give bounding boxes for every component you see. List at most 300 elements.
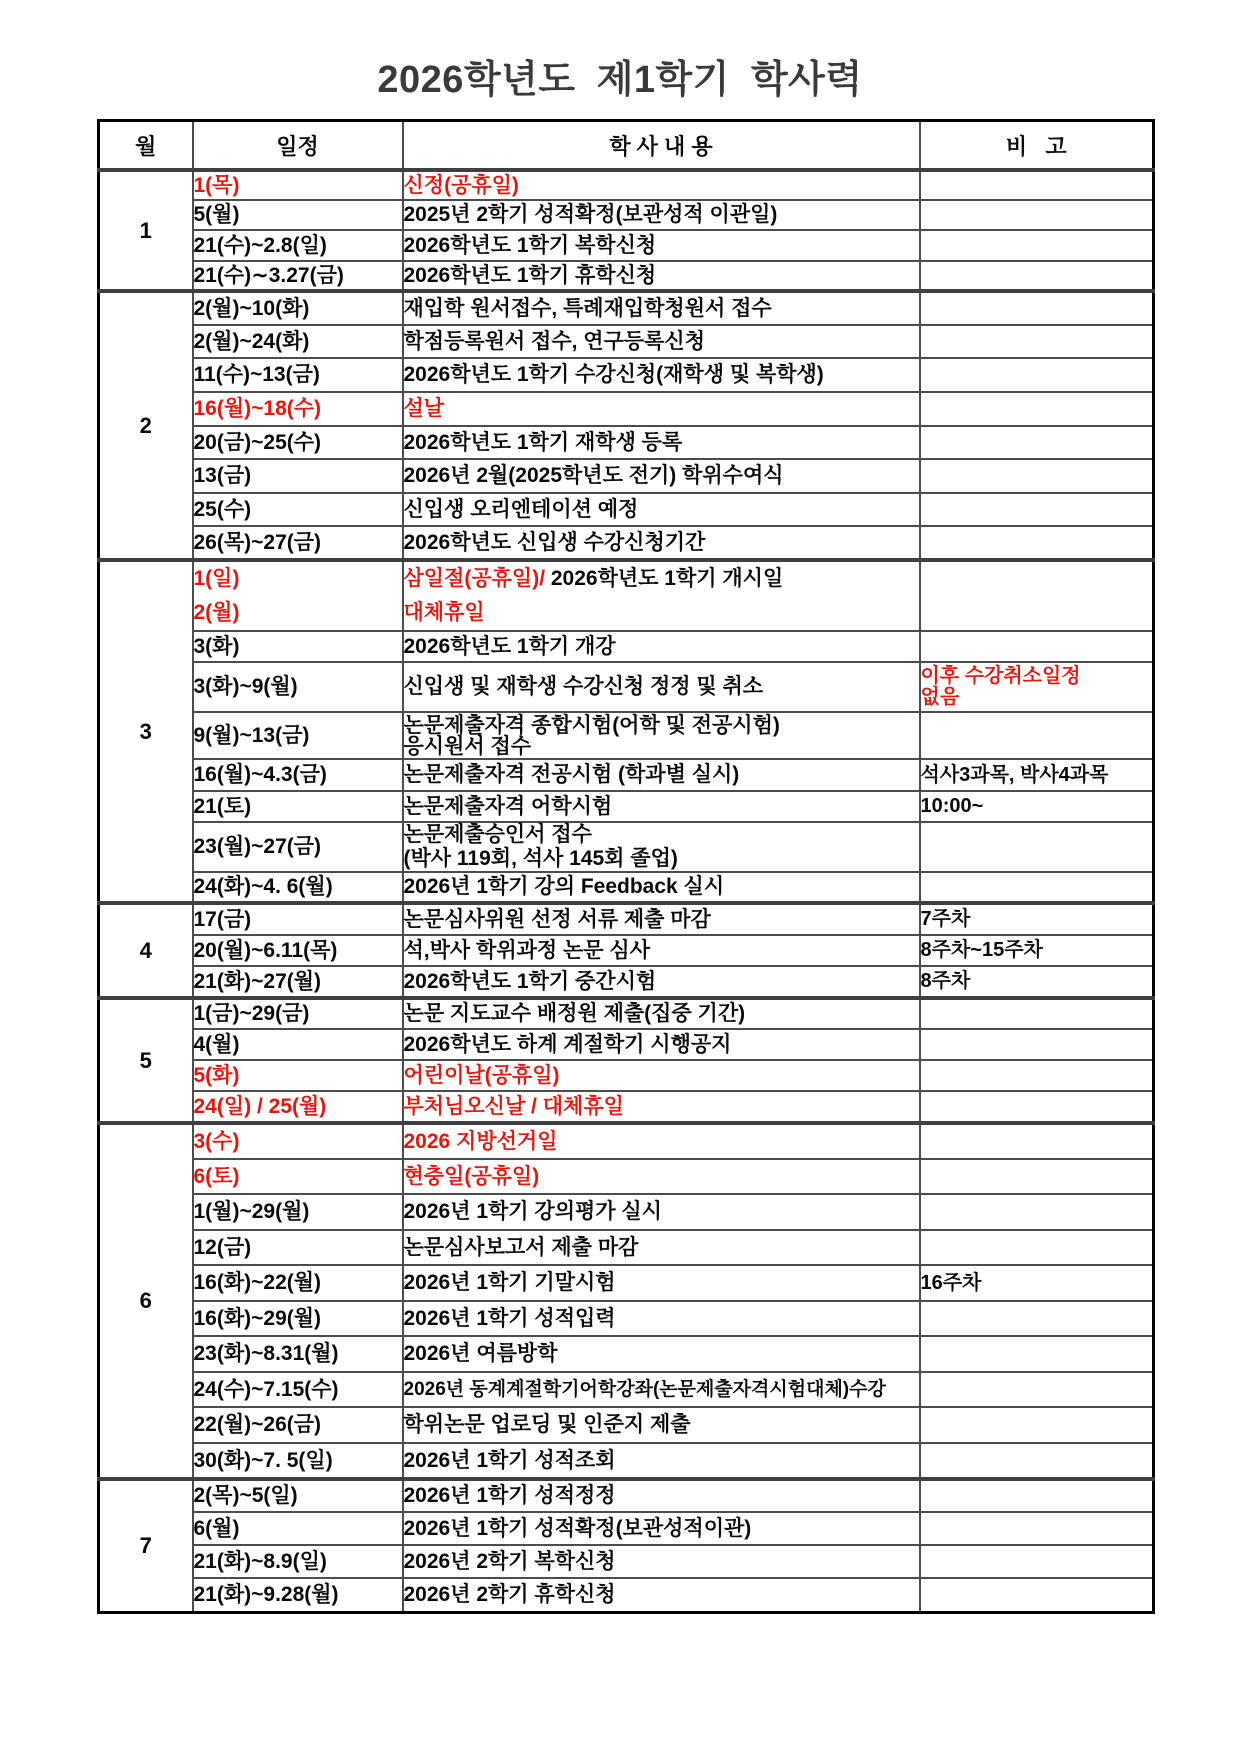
table-row xyxy=(99,392,1154,426)
date-cell xyxy=(193,325,403,358)
table-row xyxy=(99,1194,1154,1230)
text-run: 신정(공휴일) xyxy=(403,173,519,197)
remark-cell xyxy=(920,526,1154,560)
text-run: 13(금) xyxy=(193,464,252,487)
cell-line xyxy=(404,596,919,630)
date-cell xyxy=(193,1301,403,1336)
table-row xyxy=(99,459,1154,493)
table-row xyxy=(99,1443,1154,1479)
table-row xyxy=(99,791,1154,822)
text-run: 22(월)~26(금) xyxy=(193,1413,322,1436)
table-row xyxy=(99,1159,1154,1194)
remark-cell xyxy=(920,1159,1154,1194)
text-run: 21(화)~8.9(일) xyxy=(193,1549,327,1573)
page-title: 2026학년도 제1학기 학사력 xyxy=(377,59,863,101)
text-run: 21(수)∼3.27(금) xyxy=(193,263,344,287)
cell-line xyxy=(404,1516,919,1542)
remark-cell xyxy=(920,872,1154,903)
text-run: 석,박사 학위과정 논문 심사 xyxy=(403,938,650,962)
calendar-header xyxy=(99,121,1154,171)
month-cell: 5 xyxy=(99,998,193,1123)
cell-line xyxy=(404,715,919,736)
remark-cell xyxy=(920,1545,1154,1578)
text-run: 26(목)~27(금) xyxy=(193,530,322,554)
cell-line xyxy=(194,1306,402,1332)
text-run: 2(월)~24(화) xyxy=(193,329,310,353)
cell-line xyxy=(404,847,919,871)
content-cell xyxy=(403,1372,920,1407)
cell-line xyxy=(194,835,402,859)
date-cell xyxy=(193,1479,403,1512)
text-run: 논문심사위원 선정 서류 제출 마감 xyxy=(403,907,711,931)
cell-line xyxy=(404,1448,919,1474)
cell-line xyxy=(194,725,402,746)
cell-line xyxy=(921,666,1153,687)
table-row xyxy=(99,1336,1154,1372)
cell-line xyxy=(921,687,1153,708)
cell-line xyxy=(921,940,1153,961)
date-cell xyxy=(193,560,403,631)
cell-line xyxy=(921,1273,1153,1294)
text-run: 2(월) xyxy=(193,601,240,624)
cell-line xyxy=(404,430,919,456)
cell-line xyxy=(404,1412,919,1438)
cell-line xyxy=(194,1270,402,1296)
text-run: 21(수)~2.8(일) xyxy=(193,233,327,257)
cell-line xyxy=(404,907,919,933)
content-cell xyxy=(403,1123,920,1159)
date-cell xyxy=(193,526,403,560)
content-cell xyxy=(403,1479,920,1512)
text-run: 2026년 1학기 성적입력 xyxy=(403,1306,616,1330)
text-run: 대체휴일 xyxy=(403,601,485,624)
cell-line xyxy=(404,938,919,964)
text-run: 23(월)~27(금) xyxy=(193,835,322,858)
table-row xyxy=(99,170,1154,200)
table-row xyxy=(99,1301,1154,1336)
cell-line xyxy=(194,1412,402,1438)
text-run: 16주차 xyxy=(920,1271,982,1294)
date-cell xyxy=(193,1372,403,1407)
text-run: 2026년 2학기 휴학신청 xyxy=(403,1582,616,1606)
table-row xyxy=(99,1545,1154,1578)
remark-cell xyxy=(920,1479,1154,1512)
remark-cell xyxy=(920,998,1154,1029)
table-row xyxy=(99,1479,1154,1512)
content-cell xyxy=(403,662,920,712)
cell-line xyxy=(194,1549,402,1575)
content-cell xyxy=(403,325,920,358)
cell-line xyxy=(404,1001,919,1027)
content-cell xyxy=(403,1159,920,1194)
text-run: 현충일(공휴일) xyxy=(403,1164,540,1188)
table-row xyxy=(99,1029,1154,1060)
text-run: 2026년 여름방학 xyxy=(403,1342,558,1365)
table-row xyxy=(99,230,1154,261)
text-run: 21(토) xyxy=(193,794,252,818)
table-row xyxy=(99,1091,1154,1123)
date-cell xyxy=(193,392,403,426)
header-row xyxy=(99,121,1154,171)
cell-line xyxy=(404,1483,919,1509)
remark-cell xyxy=(920,1091,1154,1123)
cell-line xyxy=(404,1235,919,1261)
text-run: 논문제출자격 종합시험(어학 및 전공시험) xyxy=(403,713,780,737)
table-row xyxy=(99,358,1154,392)
date-cell xyxy=(193,1407,403,1443)
text-run: 7주차 xyxy=(920,908,971,930)
content-cell xyxy=(403,459,920,493)
date-cell xyxy=(193,872,403,903)
text-run: 30(화)~7. 5(일) xyxy=(193,1448,333,1472)
date-cell xyxy=(193,230,403,261)
cell-line xyxy=(404,202,919,228)
cell-line xyxy=(404,674,919,700)
text-run: 1(월)~29(월) xyxy=(193,1200,310,1223)
month-cell: 2 xyxy=(99,291,193,560)
cell-line xyxy=(194,1516,402,1542)
content-cell xyxy=(403,392,920,426)
date-cell xyxy=(193,1091,403,1123)
date-cell xyxy=(193,493,403,526)
remark-cell xyxy=(920,1578,1154,1612)
date-cell xyxy=(193,631,403,662)
calendar-body xyxy=(99,170,1154,1612)
cell-line xyxy=(404,823,919,847)
date-cell xyxy=(193,358,403,392)
date-cell xyxy=(193,1265,403,1301)
cell-line xyxy=(404,173,919,199)
text-run: 25(수) xyxy=(193,497,252,521)
text-run: 2026 지방선거일 xyxy=(403,1129,558,1153)
text-run: 16(월)~4.3(금) xyxy=(193,763,327,786)
remark-cell xyxy=(920,966,1154,998)
month-cell: 4 xyxy=(99,903,193,998)
header-month: 월 xyxy=(99,121,193,171)
cell-line xyxy=(921,909,1153,930)
content-cell xyxy=(403,631,920,662)
text-run: 16(월)~18(수) xyxy=(193,397,322,420)
remark-cell xyxy=(920,903,1154,935)
cell-line xyxy=(194,173,402,199)
text-run: 6(월) xyxy=(193,1516,240,1540)
text-run: 21(화)~27(월) xyxy=(193,969,322,993)
text-run: 논문 지도교수 배정원 제출(집중 기간) xyxy=(403,1002,746,1025)
table-row xyxy=(99,1407,1154,1443)
cell-line xyxy=(194,562,402,596)
text-run: 5(월) xyxy=(193,203,240,226)
text-run: 2026학년도 1학기 복학신청 xyxy=(403,233,657,257)
text-run: 2026학년도 1학기 중간시험 xyxy=(403,969,657,993)
date-cell xyxy=(193,1545,403,1578)
remark-cell xyxy=(920,1194,1154,1230)
text-run: 2026년 1학기 강의 Feedback 실시 xyxy=(403,875,725,898)
cell-line xyxy=(194,1199,402,1225)
cell-line xyxy=(404,969,919,995)
content-cell xyxy=(403,1545,920,1578)
cell-line xyxy=(194,1094,402,1120)
remark-cell xyxy=(920,493,1154,526)
date-cell xyxy=(193,1029,403,1060)
date-cell xyxy=(193,200,403,230)
cell-line xyxy=(921,765,1153,786)
remark-cell xyxy=(920,459,1154,493)
content-cell xyxy=(403,1512,920,1545)
table-row xyxy=(99,935,1154,966)
text-run: 재입학 원서접수, 특례재입학청원서 접수 xyxy=(403,296,772,320)
date-cell xyxy=(193,1159,403,1194)
date-cell xyxy=(193,1443,403,1479)
table-row xyxy=(99,998,1154,1029)
text-run: 2026년 1학기 성적확정(보관성적이관) xyxy=(403,1516,752,1540)
text-run: 5(화) xyxy=(193,1063,240,1087)
text-run: 설날 xyxy=(403,397,445,420)
cell-line xyxy=(404,1199,919,1225)
table-row xyxy=(99,631,1154,662)
cell-line xyxy=(404,1549,919,1575)
remark-cell xyxy=(920,325,1154,358)
date-cell xyxy=(193,1578,403,1612)
table-row xyxy=(99,1265,1154,1301)
text-run: 부처님오신날 / 대체휴일 xyxy=(403,1094,624,1118)
cell-line xyxy=(404,1341,919,1367)
text-run: 2026년 동계계절학기어학강좌(논문제출자격시험대체)수강 xyxy=(403,1378,886,1400)
table-row xyxy=(99,1060,1154,1091)
text-run: 2026학년도 신입생 수강신청기간 xyxy=(403,530,706,554)
text-run: 2026학년도 하계 계절학기 시행공지 xyxy=(403,1032,732,1056)
text-run: 2026학년도 1학기 개강 xyxy=(403,634,616,658)
content-cell xyxy=(403,1578,920,1612)
text-run: 1(일) xyxy=(193,567,240,590)
cell-line xyxy=(194,530,402,556)
cell-line xyxy=(194,1001,402,1027)
date-cell xyxy=(193,903,403,935)
table-row xyxy=(99,560,1154,631)
date-cell xyxy=(193,1512,403,1545)
cell-line xyxy=(194,938,402,964)
remark-cell xyxy=(920,392,1154,426)
remark-cell xyxy=(920,1060,1154,1091)
cell-line xyxy=(194,1235,402,1261)
text-run: 12(금) xyxy=(193,1235,252,1259)
date-cell xyxy=(193,791,403,822)
text-run: 3(화)~9(월) xyxy=(193,675,298,698)
cell-line xyxy=(194,362,402,388)
remark-cell xyxy=(920,358,1154,392)
text-run: 3(화) xyxy=(193,634,240,658)
cell-line xyxy=(404,396,919,422)
content-cell xyxy=(403,560,920,631)
date-cell xyxy=(193,998,403,1029)
content-cell xyxy=(403,935,920,966)
content-cell xyxy=(403,526,920,560)
cell-line xyxy=(194,1341,402,1367)
cell-line xyxy=(404,794,919,820)
text-run: 8주차 xyxy=(920,970,971,992)
table-row xyxy=(99,822,1154,872)
content-cell xyxy=(403,261,920,291)
text-run: 2026년 2월(2025학년도 전기) 학위수여식 xyxy=(403,464,784,487)
content-cell xyxy=(403,291,920,325)
remark-cell xyxy=(920,261,1154,291)
remark-cell xyxy=(920,1029,1154,1060)
content-cell xyxy=(403,1194,920,1230)
month-cell: 7 xyxy=(99,1479,193,1612)
cell-line xyxy=(194,1582,402,1608)
date-cell xyxy=(193,426,403,459)
table-row xyxy=(99,662,1154,712)
text-run: 4(월) xyxy=(193,1032,240,1056)
cell-line xyxy=(404,1377,919,1403)
text-run: 2026학년도 1학기 재학생 등록 xyxy=(403,430,683,454)
text-run: 2026년 1학기 성적조회 xyxy=(403,1448,616,1472)
remark-cell xyxy=(920,200,1154,230)
text-run: (박사 119회, 석사 145회 졸업) xyxy=(403,847,678,870)
month-cell: 1 xyxy=(99,170,193,291)
date-cell xyxy=(193,1230,403,1265)
cell-line xyxy=(194,907,402,933)
cell-line xyxy=(194,263,402,289)
text-run: 삼일절(공휴일)/ xyxy=(403,567,546,590)
cell-line xyxy=(921,971,1153,992)
cell-line xyxy=(194,202,402,228)
cell-line xyxy=(404,1063,919,1089)
text-run: 2026년 2학기 복학신청 xyxy=(403,1549,616,1573)
text-run: 3(수) xyxy=(193,1129,240,1153)
cell-line xyxy=(194,497,402,523)
cell-line xyxy=(194,762,402,788)
text-run: 16(화)~29(월) xyxy=(193,1306,322,1330)
content-cell xyxy=(403,791,920,822)
remark-cell xyxy=(920,662,1154,712)
text-run: 논문제출승인서 접수 xyxy=(403,823,592,846)
text-run: 24(화)~4. 6(월) xyxy=(193,875,333,898)
table-row xyxy=(99,526,1154,560)
cell-line xyxy=(404,562,919,596)
cell-line xyxy=(194,596,402,630)
cell-line xyxy=(194,463,402,489)
content-cell xyxy=(403,966,920,998)
remark-cell xyxy=(920,291,1154,325)
content-cell xyxy=(403,230,920,261)
remark-cell xyxy=(920,759,1154,791)
remark-cell xyxy=(920,426,1154,459)
cell-line xyxy=(194,1483,402,1509)
cell-line xyxy=(194,430,402,456)
text-run: 1(목) xyxy=(193,173,240,197)
cell-line xyxy=(404,1582,919,1608)
date-cell xyxy=(193,935,403,966)
text-run: 10:00~ xyxy=(920,795,984,817)
table-row xyxy=(99,291,1154,325)
remark-cell xyxy=(920,1336,1154,1372)
date-cell xyxy=(193,291,403,325)
remark-cell xyxy=(920,1123,1154,1159)
text-run: 신입생 오리엔테이션 예정 xyxy=(403,497,639,521)
text-run: 2026년 1학기 성적정정 xyxy=(403,1484,616,1507)
cell-line xyxy=(404,762,919,788)
date-cell xyxy=(193,966,403,998)
date-cell xyxy=(193,170,403,200)
content-cell xyxy=(403,1091,920,1123)
content-cell xyxy=(403,822,920,872)
text-run: 24(일) / 25(월) xyxy=(193,1094,327,1118)
cell-line xyxy=(194,233,402,259)
content-cell xyxy=(403,1443,920,1479)
date-cell xyxy=(193,759,403,791)
cell-line xyxy=(404,463,919,489)
cell-line xyxy=(194,1032,402,1058)
text-run: 21(화)~9.28(월) xyxy=(193,1582,339,1606)
table-row xyxy=(99,1123,1154,1159)
table-row xyxy=(99,966,1154,998)
remark-cell xyxy=(920,712,1154,759)
header-content: 학 사 내 용 xyxy=(403,121,920,171)
date-cell xyxy=(193,1336,403,1372)
cell-line xyxy=(404,530,919,556)
content-cell xyxy=(403,170,920,200)
content-cell xyxy=(403,426,920,459)
date-cell xyxy=(193,822,403,872)
cell-line xyxy=(194,1129,402,1155)
date-cell xyxy=(193,1194,403,1230)
table-row xyxy=(99,426,1154,459)
content-cell xyxy=(403,1029,920,1060)
text-run: 학점등록원서 접수, 연구등록신청 xyxy=(403,329,706,353)
content-cell xyxy=(403,759,920,791)
cell-line xyxy=(194,296,402,322)
cell-line xyxy=(404,497,919,523)
text-run: 2026년 1학기 기말시험 xyxy=(403,1271,616,1294)
month-cell: 6 xyxy=(99,1123,193,1479)
cell-line xyxy=(194,329,402,355)
remark-cell xyxy=(920,170,1154,200)
content-cell xyxy=(403,1301,920,1336)
cell-line xyxy=(404,1129,919,1155)
table-row xyxy=(99,712,1154,759)
remark-cell xyxy=(920,1512,1154,1545)
cell-line xyxy=(194,1164,402,1190)
text-run: 23(화)~8.31(월) xyxy=(193,1342,339,1365)
cell-line xyxy=(194,794,402,820)
content-cell xyxy=(403,998,920,1029)
content-cell xyxy=(403,712,920,759)
cell-line xyxy=(194,634,402,660)
content-cell xyxy=(403,903,920,935)
text-run: 24(수)~7.15(수) xyxy=(193,1377,339,1401)
cell-line xyxy=(194,1063,402,1089)
text-run: 20(금)~25(수) xyxy=(193,430,322,454)
date-cell xyxy=(193,459,403,493)
text-run: 16(화)~22(월) xyxy=(193,1271,322,1294)
text-run: 2(월)~10(화) xyxy=(193,296,310,320)
cell-line xyxy=(194,396,402,422)
remark-cell xyxy=(920,822,1154,872)
content-cell xyxy=(403,200,920,230)
calendar-table xyxy=(97,119,1155,1614)
text-run: 2026학년도 1학기 개시일 xyxy=(545,567,784,590)
text-run: 2(목)~5(일) xyxy=(193,1484,298,1507)
remark-cell xyxy=(920,935,1154,966)
remark-cell xyxy=(920,1407,1154,1443)
month-cell: 3 xyxy=(99,560,193,903)
text-run: 1(금)~29(금) xyxy=(193,1002,310,1025)
cell-line xyxy=(404,874,919,900)
text-run: 이후 수강취소일정 xyxy=(920,665,1081,687)
table-row xyxy=(99,325,1154,358)
cell-line xyxy=(921,796,1153,817)
text-run: 6(토) xyxy=(193,1164,240,1188)
